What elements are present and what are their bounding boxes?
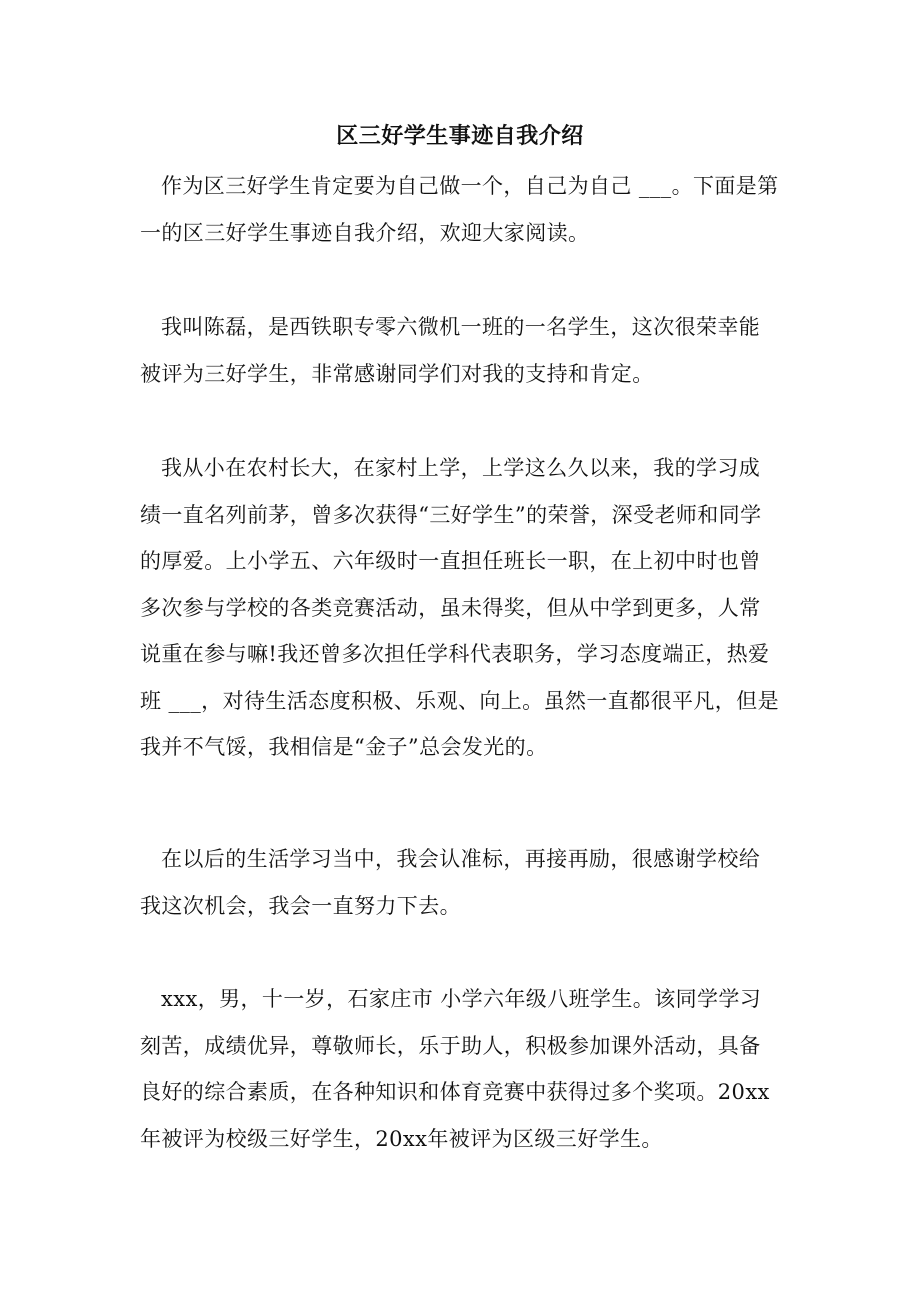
paragraph-background: 我从小在农村长大，在家村上学，上学这么久以来，我的学习成绩一直名列前茅，曾多次获得“三好学生”的荣誉，深受老师和同学的厚爱。上小学五、六年级时一直担任班长一职，在上初中时也曾多次参与学校的各类竞赛活动，虽未得奖，但从中学到更多，人常说重在参与嘛!我还曾多次担任学科代表职务，学习态度端正，热爱班 ___，对待生活态度积极、乐观、向上。虽然一直都很平凡，但是我并不气馁，我相信是“金子”总会发光的。 (140, 456, 779, 759)
document-title: 区三好学生事迹自我介绍 (336, 123, 584, 149)
paragraph-student-profile: xxx，男，十一岁，石家庄市 小学六年级八班学生。该同学学习刻苦，成绩优异，尊敬师长，乐于助人，积极参加课外活动，具备良好的综合素质，在各种知识和体育竞赛中获得过多个奖项。20xx年被评为校级三好学生，20xx年被评为区级三好学生。 (140, 987, 770, 1151)
paragraph-self-intro: 我叫陈磊，是西铁职专零六微机一班的一名学生，这次很荣幸能被评为三好学生，非常感谢同学们对我的支持和肯定。 (140, 315, 761, 386)
paragraph-intro: 作为区三好学生肯定要为自己做一个，自己为自己 ___。下面是第一的区三好学生事迹自我介绍，欢迎大家阅读。 (140, 174, 779, 245)
paragraph-future: 在以后的生活学习当中，我会认准标，再接再励，很感谢学校给我这次机会，我会一直努力下去。 (140, 847, 761, 918)
